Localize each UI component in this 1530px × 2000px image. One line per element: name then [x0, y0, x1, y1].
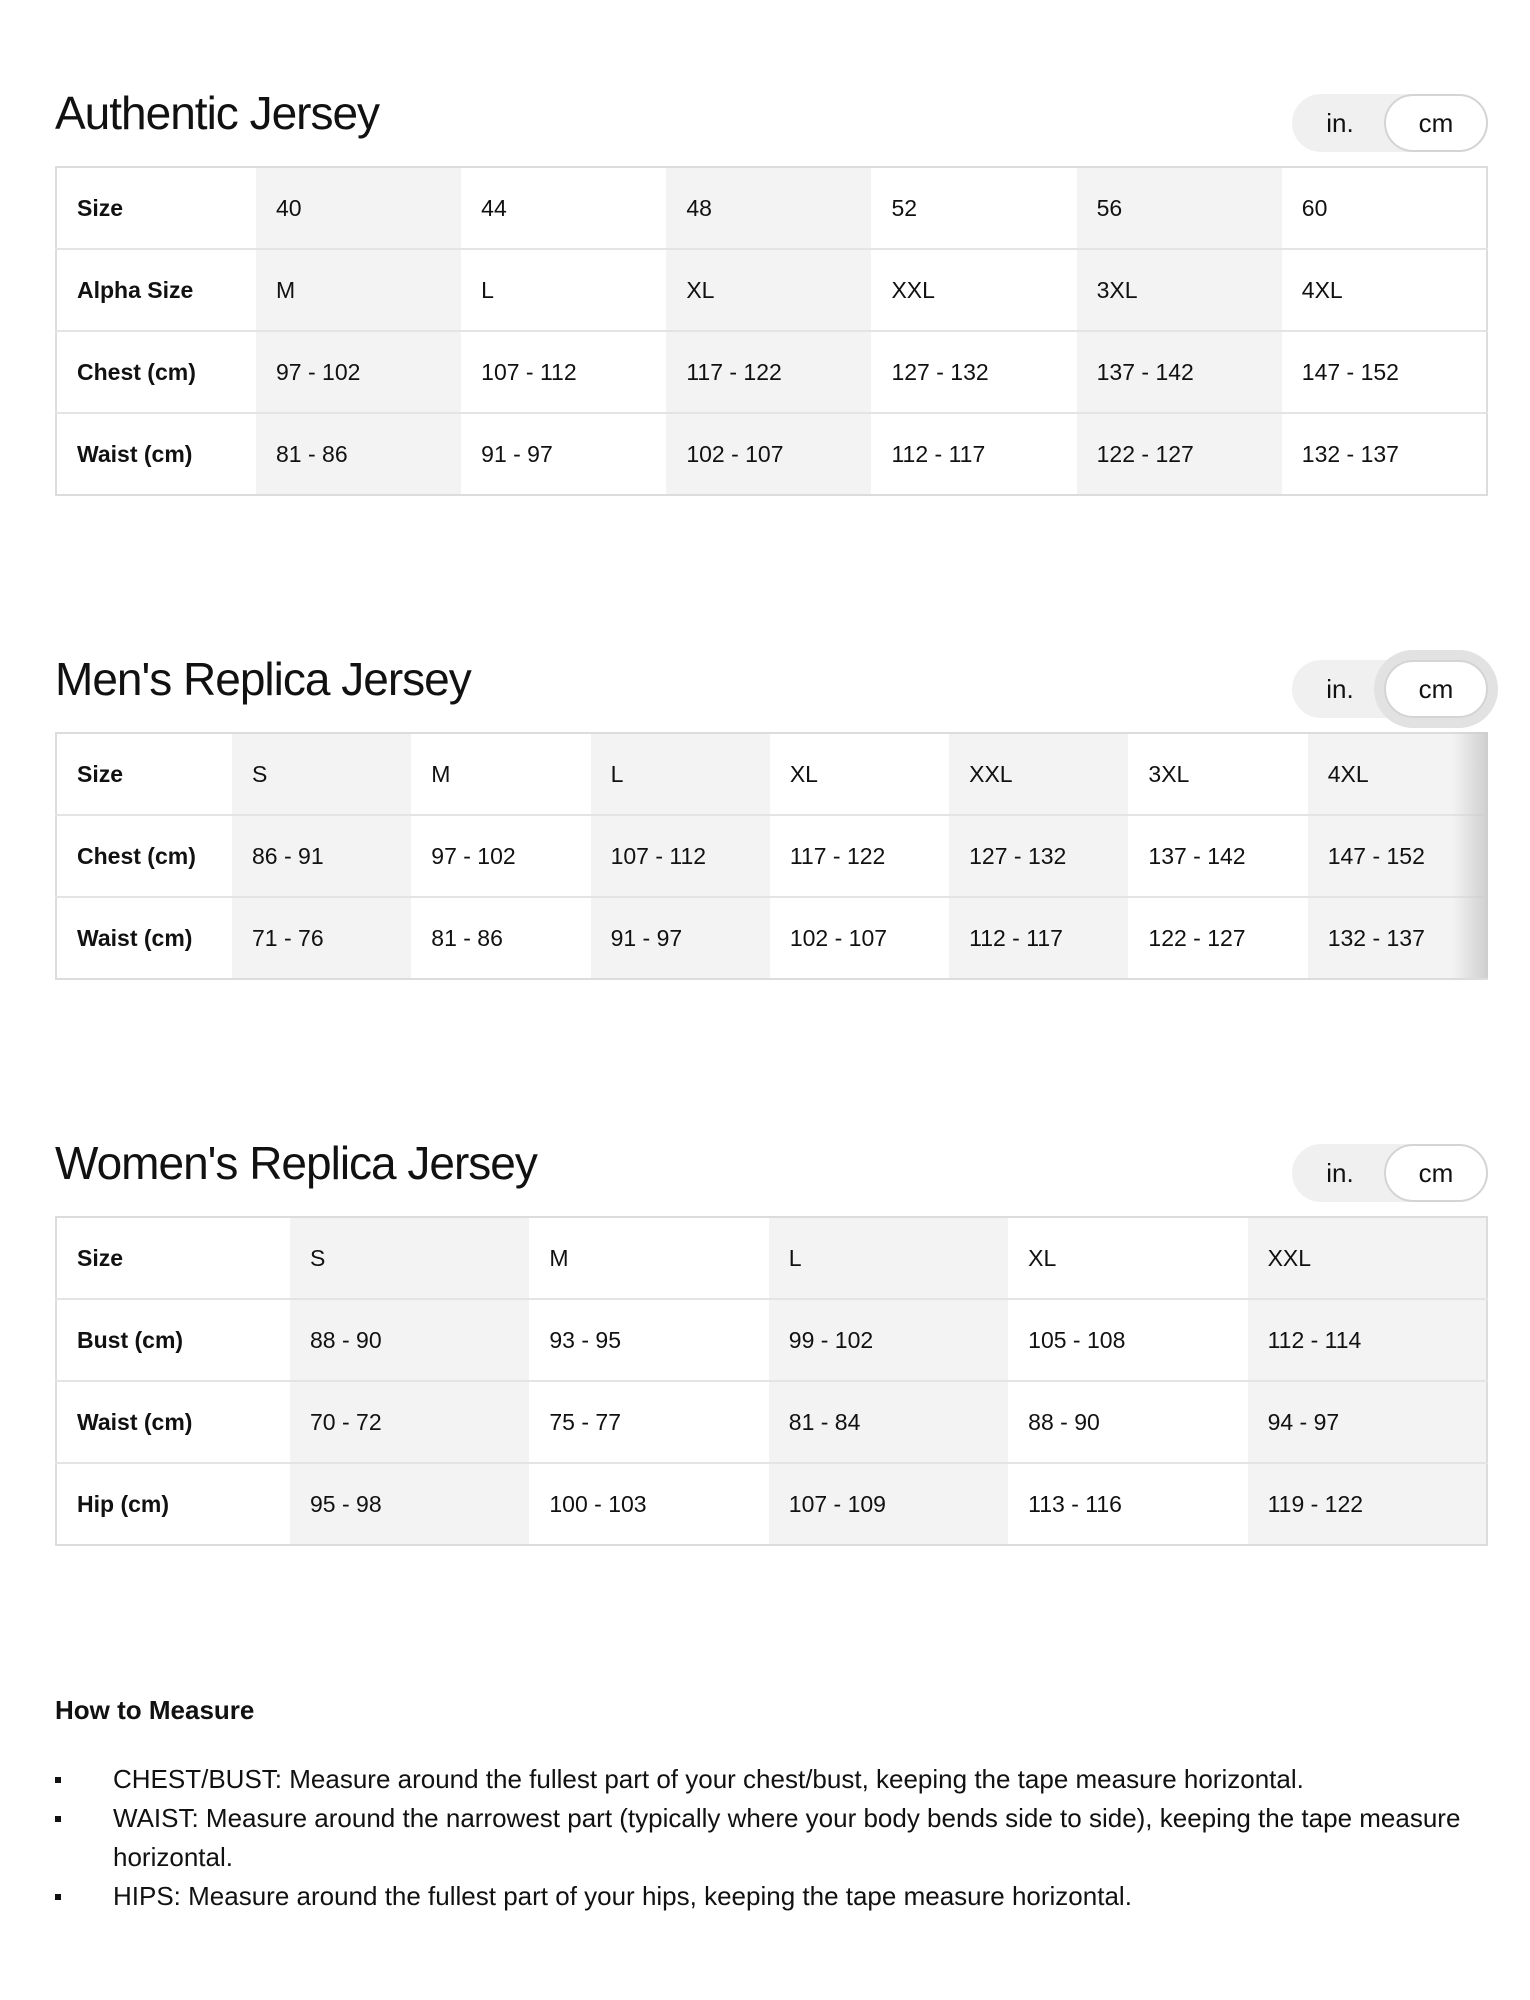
table-cell: 75 - 77 [529, 1381, 768, 1463]
table-cell: 132 - 137 [1301, 440, 1399, 467]
table-cell: 147 - 152 [1308, 815, 1487, 897]
table-cell: 122 - 127 [1148, 924, 1246, 951]
table-cell: 127 - 132 [871, 331, 1076, 413]
table-cell: 81 - 84 [769, 1381, 1008, 1463]
table-row [56, 167, 1487, 249]
table-cell: 102 - 107 [666, 413, 871, 495]
womens-replica-jersey-section [55, 1116, 1488, 1546]
row-label: Alpha Size [56, 249, 256, 331]
table-cell: 70 - 72 [290, 1381, 529, 1463]
unit-in-option[interactable]: in. [1326, 1158, 1354, 1188]
table-cell: XXL [1248, 1217, 1487, 1299]
row-label: Hip (cm) [77, 1490, 169, 1517]
table-cell: 122 - 127 [1077, 413, 1282, 495]
table-row [56, 413, 1487, 495]
unit-cm-option[interactable]: cm [1384, 1144, 1488, 1202]
row-label: Size [56, 1217, 290, 1299]
table-row [56, 1463, 1487, 1545]
section-title: Men's Replica Jersey [55, 653, 471, 705]
unit-toggle[interactable] [1292, 660, 1488, 718]
table-cell: 4XL [1282, 249, 1487, 331]
table-cell: 137 - 142 [1077, 331, 1282, 413]
size-table [55, 732, 1488, 980]
table-cell: M [529, 1217, 768, 1299]
row-label: Size [56, 733, 232, 815]
section-header [55, 1116, 1488, 1216]
list-item [55, 1760, 1488, 1799]
table-cell: 119 - 122 [1248, 1463, 1487, 1545]
section-title: Authentic Jersey [55, 87, 380, 139]
table-cell: XXL [871, 249, 1076, 331]
bullet-icon [55, 1894, 61, 1900]
section-header [55, 632, 1488, 732]
table-cell: 91 - 97 [481, 440, 553, 467]
table-cell: 117 - 122 [770, 815, 949, 897]
table-cell: 93 - 95 [529, 1299, 768, 1381]
row-label: Waist (cm) [77, 440, 193, 467]
table-cell: 81 - 86 [256, 413, 461, 495]
table-cell: 71 - 76 [232, 897, 411, 979]
section-header [55, 66, 1488, 166]
horizontal-scroll-shadow [1452, 732, 1488, 978]
authentic-jersey-section [55, 66, 1488, 496]
row-label: Chest (cm) [56, 815, 232, 897]
table-cell: 117 - 122 [666, 331, 871, 413]
table-cell: 88 - 90 [1008, 1381, 1247, 1463]
table-cell: XL [1008, 1217, 1247, 1299]
measure-list [55, 1760, 1488, 1916]
bullet-icon [55, 1816, 61, 1822]
size-table [55, 166, 1488, 496]
row-label: Size [56, 167, 256, 249]
table-cell: 95 - 98 [290, 1463, 529, 1545]
table-row [56, 331, 1487, 413]
table-cell: 105 - 108 [1008, 1299, 1247, 1381]
list-item [55, 1877, 1488, 1916]
table-cell: L [769, 1217, 1008, 1299]
table-row [56, 815, 1487, 897]
size-table [55, 1216, 1488, 1546]
list-item-text: CHEST/BUST: Measure around the fullest part of your chest/bust, keeping the tape measure horizontal. [113, 1764, 1304, 1794]
table-cell: 147 - 152 [1282, 331, 1487, 413]
row-label: Bust (cm) [56, 1299, 290, 1381]
table-cell: 112 - 114 [1248, 1299, 1487, 1381]
table-cell: 60 [1282, 167, 1487, 249]
row-label: Chest (cm) [56, 331, 256, 413]
table-cell: 91 - 97 [591, 897, 770, 979]
table-cell: 94 - 97 [1248, 1381, 1487, 1463]
table-cell: L [591, 733, 770, 815]
table-cell: 88 - 90 [290, 1299, 529, 1381]
table-cell: 44 [461, 167, 666, 249]
table-cell: S [232, 733, 411, 815]
table-cell: 97 - 102 [256, 331, 461, 413]
table-cell: M [256, 249, 461, 331]
how-to-measure-heading: How to Measure [55, 1695, 255, 1725]
table-cell: 127 - 132 [949, 815, 1128, 897]
table-cell: 3XL [1077, 249, 1282, 331]
table-cell: 112 - 117 [891, 440, 986, 467]
mens-replica-jersey-section [55, 632, 1488, 980]
table-cell: 100 - 103 [549, 1490, 647, 1517]
table-cell: 81 - 86 [431, 924, 503, 951]
unit-toggle[interactable] [1292, 1144, 1488, 1202]
table-cell: 40 [256, 167, 461, 249]
how-to-measure-section [55, 1695, 1488, 1916]
section-title: Women's Replica Jersey [55, 1137, 537, 1189]
table-cell: 56 [1077, 167, 1282, 249]
row-label: Waist (cm) [56, 1381, 290, 1463]
table-cell: 97 - 102 [411, 815, 590, 897]
table-cell: 4XL [1308, 733, 1487, 815]
table-cell: XL [666, 249, 871, 331]
table-cell: 107 - 112 [461, 331, 666, 413]
table-cell: L [461, 249, 666, 331]
unit-in-option[interactable]: in. [1326, 108, 1354, 138]
table-cell: XL [770, 733, 949, 815]
table-cell: 132 - 137 [1308, 897, 1487, 979]
unit-in-option[interactable]: in. [1326, 674, 1354, 704]
bullet-icon [55, 1777, 61, 1783]
table-cell: 48 [666, 167, 871, 249]
table-cell: 86 - 91 [232, 815, 411, 897]
table-cell: 107 - 109 [769, 1463, 1008, 1545]
unit-toggle[interactable] [1292, 94, 1488, 152]
unit-cm-option[interactable]: cm [1384, 660, 1488, 718]
table-row [56, 1217, 1487, 1299]
table-cell: 99 - 102 [769, 1299, 1008, 1381]
table-row [56, 249, 1487, 331]
table-cell: S [290, 1217, 529, 1299]
list-item [55, 1799, 1488, 1877]
unit-cm-option[interactable]: cm [1384, 94, 1488, 152]
table-cell: XXL [949, 733, 1128, 815]
table-row [56, 1299, 1487, 1381]
table-cell: 52 [871, 167, 1076, 249]
table-cell: 137 - 142 [1128, 815, 1307, 897]
table-row [56, 897, 1487, 979]
table-cell: 3XL [1128, 733, 1307, 815]
table-cell: M [411, 733, 590, 815]
table-cell: 102 - 107 [789, 924, 888, 951]
table-cell: 113 - 116 [1028, 1490, 1122, 1517]
list-item-text: HIPS: Measure around the fullest part of your hips, keeping the tape measure horizontal. [113, 1881, 1132, 1911]
table-cell: 107 - 112 [591, 815, 770, 897]
row-label: Waist (cm) [77, 924, 193, 951]
table-row [56, 1381, 1487, 1463]
table-row [56, 733, 1487, 815]
table-cell: 112 - 117 [949, 897, 1128, 979]
list-item-text: WAIST: Measure around the narrowest part (typically where your body bends side to side), keeping the tape measure horizontal. [113, 1803, 1461, 1872]
